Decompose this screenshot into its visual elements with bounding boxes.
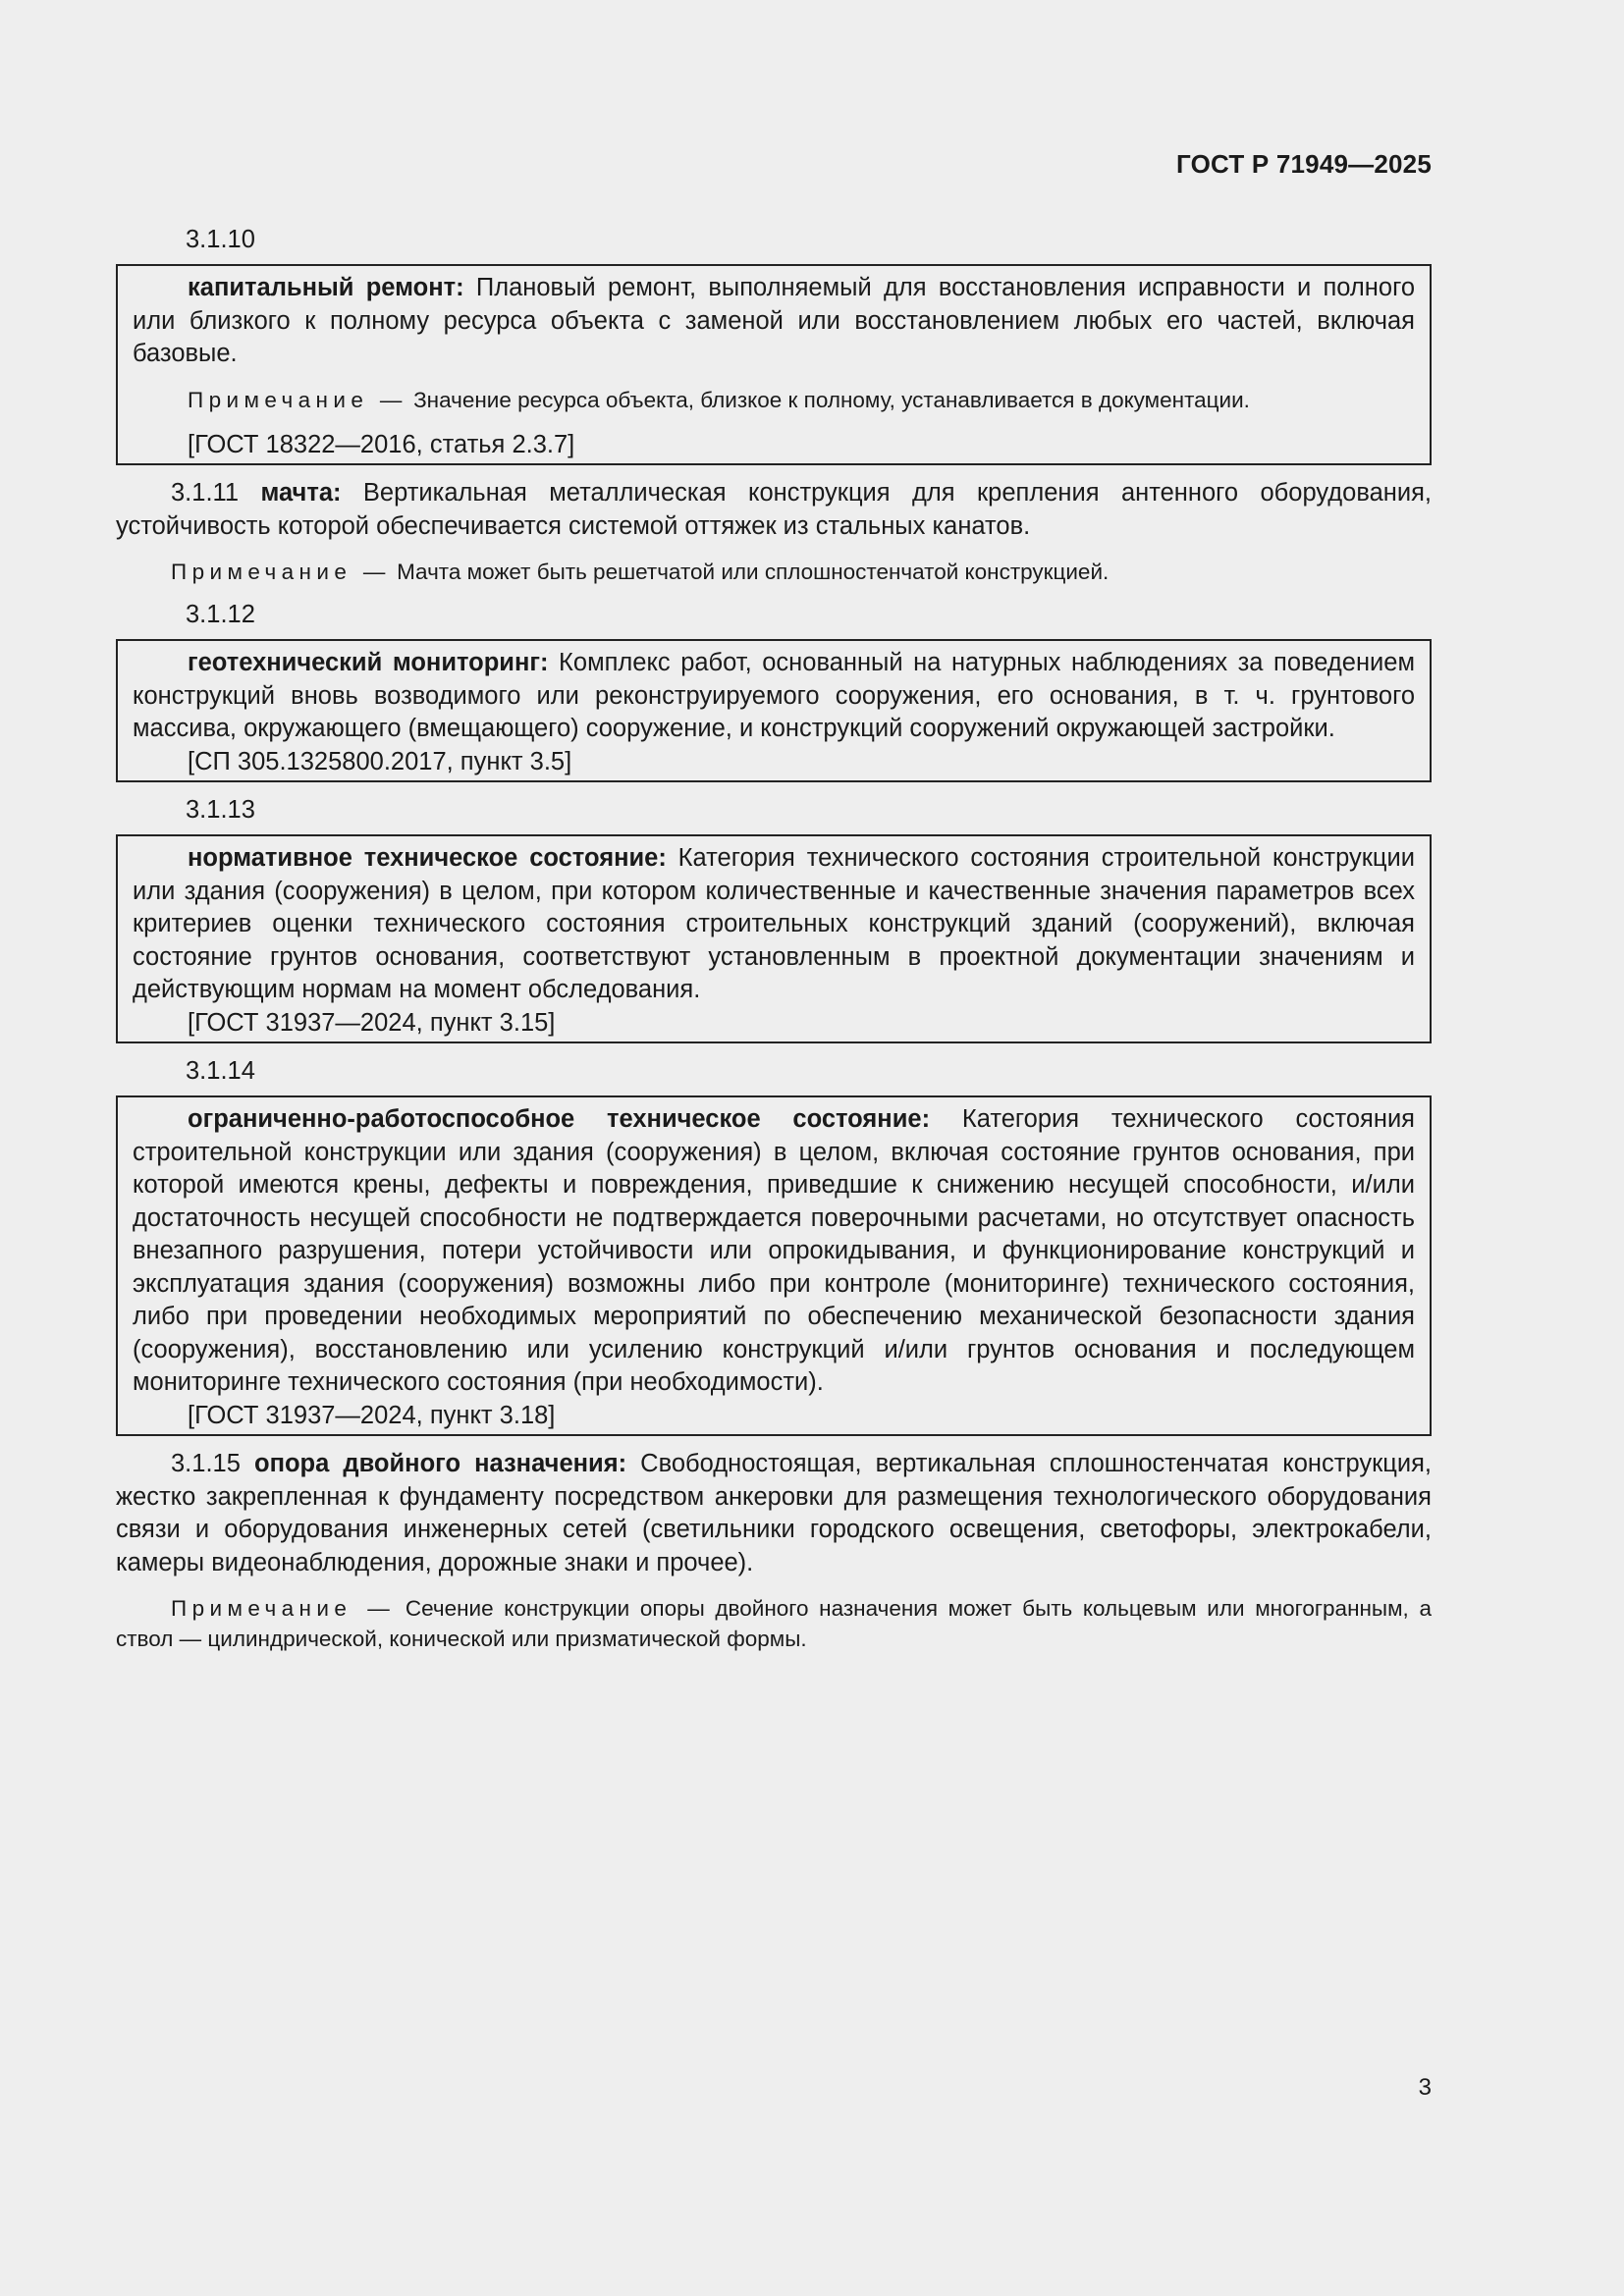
term-definition-text: Комплекс работ, основанный на натурных наблюдениях за поведением конструкций вновь возводимого или реконструируемого сооружения, его основания, в т. ч. грунтового массива, окружающего (вмещающего) сооружение, и конструкций сооружений окружающей застройки. bbox=[133, 649, 1415, 742]
term-box-geotekhnicheskii-monitoring bbox=[116, 639, 1432, 782]
document-header: ГОСТ Р 71949—2025 bbox=[1176, 149, 1432, 179]
note-label: Примечание — bbox=[188, 387, 407, 412]
term-name: геотехнический мониторинг: bbox=[188, 649, 549, 676]
term-definition bbox=[133, 272, 1415, 371]
term-source: [СП 305.1325800.2017, пункт 3.5] bbox=[188, 747, 572, 775]
note-text: Мачта может быть решетчатой или сплошностенчатой конструкцией. bbox=[397, 560, 1110, 584]
note-label: Примечание — bbox=[171, 1596, 396, 1621]
term-box-ogranichenno-rabotosposobnoe bbox=[116, 1095, 1432, 1436]
term-name: мачта: bbox=[260, 479, 342, 507]
term-entry-opora bbox=[116, 1448, 1432, 1654]
page-number: 3 bbox=[1418, 2074, 1432, 2101]
term-source: [ГОСТ 18322—2016, статья 2.3.7] bbox=[188, 430, 575, 458]
term-entry-machta bbox=[116, 477, 1432, 587]
term-number: 3.1.12 bbox=[186, 601, 255, 628]
term-definition-text: Категория технического состояния строительной конструкции или здания (сооружения) в целом, при котором количественные и качественные значения параметров всех критериев оценки технического состояния строительных конструкций зданий (сооружений), включая состояние грунтов основания, соответствуют установленным в проектной документации значениям и действующим нормам на момент обследования. bbox=[133, 844, 1415, 1003]
term-definition-text: Категория технического состояния строительной конструкции или здания (сооружения) в целом, включая состояние грунтов основания, при которой имеются крены, дефекты и повреждения, приведшие к снижению несущей способности, и/или достаточность несущей способности не подтверждается поверочными расчетами, но отсутствует опасность внезапного разрушения, потери устойчивости или опрокидывания, и функционирование конструкций и эксплуатация здания (сооружения) возможны либо при контроле (мониторинге) технического состояния, либо при проведении необходимых мероприятий по обеспечению механической безопасности здания (сооружения), восстановлению или усилению конструкций и/или грунтов основания и последующем мониторинге технического состояния (при необходимости). bbox=[133, 1105, 1415, 1396]
term-box-normativnoe-sostoyanie bbox=[116, 834, 1432, 1043]
term-source: [ГОСТ 31937—2024, пункт 3.15] bbox=[188, 1008, 556, 1037]
term-definition bbox=[116, 1448, 1432, 1579]
note-label: Примечание — bbox=[171, 560, 391, 584]
note-text: Сечение конструкции опоры двойного назначения может быть кольцевым или многогранным, а ствол — цилиндрической, конической или призматической формы. bbox=[116, 1596, 1432, 1651]
term-definition-text: Вертикальная металлическая конструкция для крепления антенного оборудования, устойчивость которой обеспечивается системой оттяжек из стальных канатов. bbox=[116, 479, 1432, 540]
term-name: капитальный ремонт: bbox=[188, 274, 464, 301]
term-number: 3.1.15 bbox=[171, 1450, 241, 1477]
term-note bbox=[116, 1593, 1432, 1654]
note-text: Значение ресурса объекта, близкое к полному, устанавливается в документации. bbox=[413, 387, 1250, 412]
term-definition bbox=[133, 842, 1415, 1007]
term-number: 3.1.13 bbox=[186, 796, 255, 824]
term-note bbox=[116, 557, 1432, 587]
term-number: 3.1.10 bbox=[186, 226, 255, 253]
term-name: нормативное техническое состояние: bbox=[188, 844, 667, 872]
term-number: 3.1.11 bbox=[171, 479, 240, 507]
term-number: 3.1.14 bbox=[186, 1057, 255, 1085]
term-name: опора двойного назначения: bbox=[254, 1450, 627, 1477]
term-note bbox=[133, 385, 1415, 415]
term-source: [ГОСТ 31937—2024, пункт 3.18] bbox=[188, 1401, 556, 1429]
term-box-kapitalnyi-remont bbox=[116, 264, 1432, 465]
term-definition-text: Свободностоящая, вертикальная сплошностенчатая конструкция, жестко закрепленная к фундаменту посредством анкеровки для размещения технологического оборудования связи и оборудования инженерных сетей (светильники городского освещения, светофоры, электрокабели, камеры видеонаблюдения, дорожные знаки и прочее). bbox=[116, 1450, 1432, 1576]
terms-section bbox=[116, 224, 1432, 1666]
term-definition bbox=[133, 647, 1415, 746]
term-name: ограниченно-работоспособное техническое состояние: bbox=[188, 1105, 931, 1133]
term-definition bbox=[116, 477, 1432, 543]
term-definition-text: Плановый ремонт, выполняемый для восстановления исправности и полного или близкого к полному ресурса объекта с заменой или восстановлением любых его частей, включая базовые. bbox=[133, 274, 1415, 367]
term-definition bbox=[133, 1103, 1415, 1400]
